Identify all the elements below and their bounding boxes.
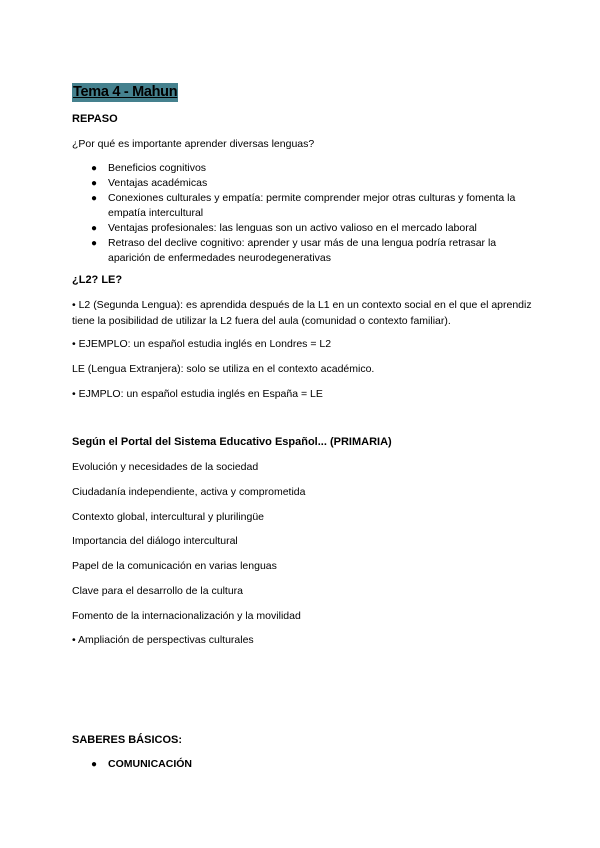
bullet-icon: ● [91,163,98,174]
bullet-icon: ● [91,193,98,204]
portal-item: Fomento de la internacionalización y la movilidad [72,610,301,622]
le-definition: LE (Lengua Extranjera): solo se utiliza en el contexto académico. [72,363,375,375]
portal-item: Clave para el desarrollo de la cultura [72,585,244,597]
bullet-icon: ● [91,238,98,249]
bullet-icon: ● [91,759,98,770]
saberes-bullet-list [72,757,532,772]
list-item: ● Retraso del declive cognitivo: aprender y usar más de una lengua podría retrasar la aparición de enfermedades neurodegenerativas [91,237,497,264]
portal-item: • Ampliación de perspectivas culturales [72,634,254,646]
repaso-heading: REPASO [72,113,118,125]
portal-heading: Según el Portal del Sistema Educativo Español... (PRIMARIA) [72,436,392,448]
l2-example: • EJEMPLO: un español estudia inglés en Londres = L2 [72,338,332,350]
bullet-icon: ● [91,223,98,234]
page-title: Tema 4 - Mahun [73,84,178,100]
list-item: ● Ventajas profesionales: las lenguas son un activo valioso en el mercado laboral [91,222,477,234]
saberes-heading: SABERES BÁSICOS: [72,734,183,746]
bullet-icon: ● [91,178,98,189]
portal-item: Papel de la comunicación en varias lenguas [72,560,277,572]
portal-item: Evolución y necesidades de la sociedad [72,461,259,473]
l2-le-heading: ¿L2? LE? [72,274,123,286]
portal-item: Ciudadanía independiente, activa y comprometida [72,486,306,498]
list-item: ● COMUNICACIÓN [91,758,192,770]
list-item: ● Conexiones culturales y empatía: permite comprender mejor otras culturas y fomenta la empatía intercultural [91,192,516,219]
list-item: ● Beneficios cognitivos [91,162,207,174]
le-example: • EJMPLO: un español estudia inglés en España = LE [72,388,323,400]
l2-definition: • L2 (Segunda Lengua): es aprendida después de la L1 en un contexto social en el que el aprendiz tiene la posibilidad de utilizar la L2 fuera del aula (comunidad o contexto familiar). [72,299,532,327]
repaso-question: ¿Por qué es importante aprender diversas lenguas? [72,138,315,150]
portal-item: Importancia del diálogo intercultural [72,535,238,547]
list-item: ● Ventajas académicas [91,177,208,189]
portal-item: Contexto global, intercultural y plurilingüe [72,511,265,523]
repaso-bullet-list [72,161,532,266]
